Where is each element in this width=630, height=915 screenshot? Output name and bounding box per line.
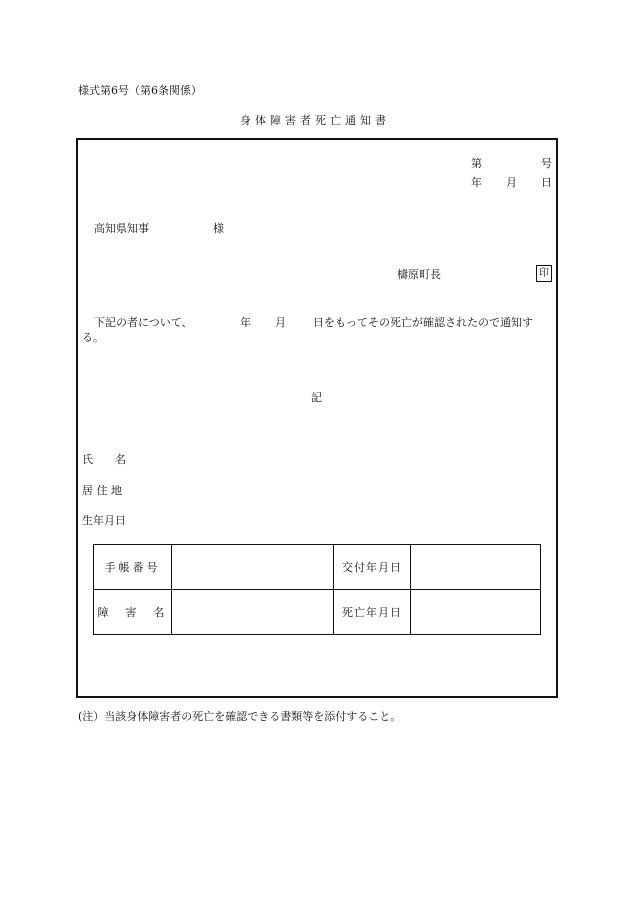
seal-mark: 印 xyxy=(536,265,552,282)
date-year: 年 xyxy=(471,176,482,189)
field-birthdate-label: 生年月日 xyxy=(82,514,126,527)
body-year: 年 xyxy=(240,316,251,329)
field-name-label: 氏 名 xyxy=(82,453,126,466)
form-label: 様式第6号（第6条関係） xyxy=(78,84,202,97)
document-number-suffix: 号 xyxy=(541,157,552,170)
disability-name-value xyxy=(172,590,334,635)
body-text-end: 日をもってその死亡が確認されたので通知す xyxy=(313,316,533,329)
date-day: 日 xyxy=(541,176,552,189)
death-date-value xyxy=(411,590,541,635)
table-row xyxy=(94,545,541,590)
document-title: 身体障害者死亡通知書 xyxy=(240,114,390,127)
death-date-label: 死亡年月日 xyxy=(334,590,411,635)
issue-date-value xyxy=(411,545,541,590)
techo-number-value xyxy=(172,545,334,590)
sender-name: 檮原町長 xyxy=(397,268,441,281)
footnote: (注）当該身体障害者の死亡を確認できる書類等を添付すること。 xyxy=(78,710,402,723)
ki-heading: 記 xyxy=(311,391,322,404)
body-text-line2: る。 xyxy=(82,331,104,344)
date-month: 月 xyxy=(506,176,517,189)
disability-name-label: 障 害 名 xyxy=(94,590,172,635)
table-row xyxy=(94,590,541,635)
body-month: 月 xyxy=(275,316,286,329)
document-number-prefix: 第 xyxy=(471,157,482,170)
issue-date-label: 交付年月日 xyxy=(334,545,411,590)
techo-number-label: 手帳番号 xyxy=(94,545,172,590)
info-table xyxy=(93,544,541,635)
addressee-name: 高知県知事 xyxy=(94,222,149,235)
addressee-honorific: 様 xyxy=(213,222,224,235)
field-address-label: 居 住 地 xyxy=(82,484,122,497)
body-text-start: 下記の者について、 xyxy=(94,316,193,329)
